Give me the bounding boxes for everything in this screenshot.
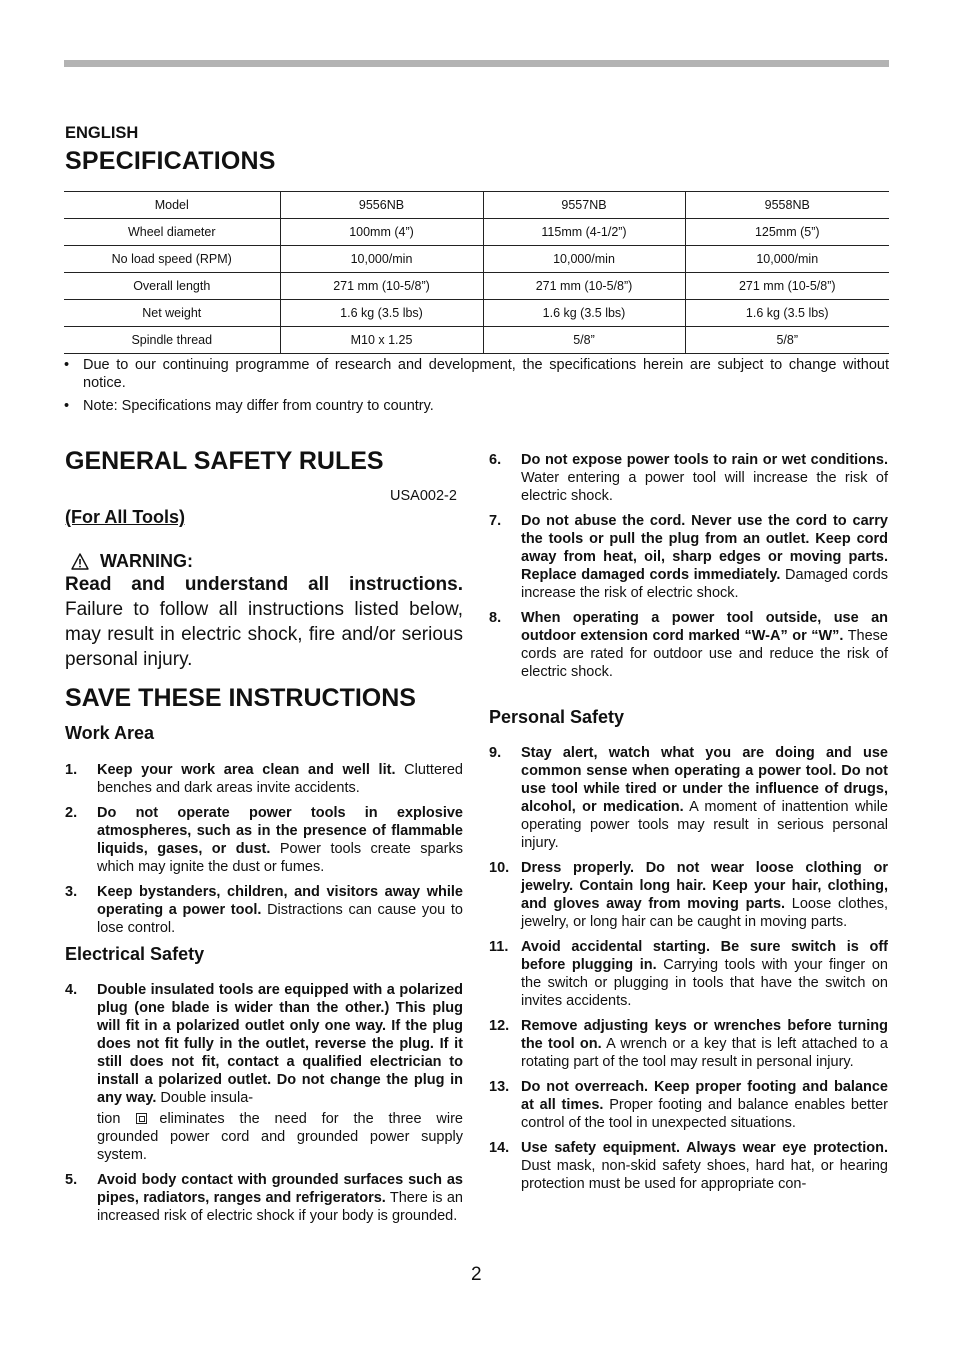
table-cell: 9556NB <box>280 192 483 219</box>
specifications-title: SPECIFICATIONS <box>65 147 276 175</box>
list-item: 14. Use safety equipment. Always wear eye protection. Dust mask, non-skid safety shoes, hard hat, or hearing protection must be used for appropriate con- <box>489 1140 888 1192</box>
warning-heading <box>65 551 193 572</box>
table-cell: 271 mm (10-5/8”) <box>483 273 685 300</box>
table-row <box>64 273 889 300</box>
personal-safety-list <box>489 744 888 1200</box>
list-item: 11. Avoid accidental starting. Be sure switch is off before plugging in. Carrying tools with your finger on the switch or plugging in tools that have the switch on invites accidents. <box>489 939 888 1009</box>
double-insulation-icon <box>136 1113 147 1124</box>
work-area-list <box>65 761 463 944</box>
table-cell: Spindle thread <box>64 327 280 354</box>
table-cell: 1.6 kg (3.5 lbs) <box>685 300 889 327</box>
table-cell: 10,000/min <box>280 246 483 273</box>
table-cell: 10,000/min <box>685 246 889 273</box>
list-item: 3. Keep bystanders, children, and visitors away while operating a power tool. Distractions can cause you to lose control. <box>65 884 463 936</box>
table-row <box>64 219 889 246</box>
electrical-list-right <box>489 451 888 688</box>
table-cell: 1.6 kg (3.5 lbs) <box>483 300 685 327</box>
list-item-continuation: tion eliminates the need for the three wire grounded power cord and grounded power supply system. <box>97 1111 463 1163</box>
read-instructions-text <box>65 572 463 672</box>
doc-code: USA002-2 <box>390 488 457 504</box>
save-instructions-title: SAVE THESE INSTRUCTIONS <box>65 684 416 712</box>
table-cell: 5/8” <box>483 327 685 354</box>
list-item: 8. When operating a power tool outside, use an outdoor extension cord marked “W-A” or “W”. These cords are rated for outdoor use and reduce the risk of electric shock. <box>489 610 888 680</box>
table-cell: 9558NB <box>685 192 889 219</box>
electrical-list-left <box>65 981 463 1232</box>
table-cell: Model <box>64 192 280 219</box>
read-instructions-bold: Read and understand all instructions. <box>65 574 463 595</box>
table-cell: 5/8” <box>685 327 889 354</box>
table-cell: 271 mm (10-5/8”) <box>685 273 889 300</box>
table-row <box>64 246 889 273</box>
list-item: 1. Keep your work area clean and well lit. Cluttered benches and dark areas invite accidents. <box>65 762 463 796</box>
table-cell: No load speed (RPM) <box>64 246 280 273</box>
table-cell: 10,000/min <box>483 246 685 273</box>
list-item: 10. Dress properly. Do not wear loose clothing or jewelry. Contain long hair. Keep your hair, clothing, and gloves away from moving parts. Loose clothes, jewelry, or long hair can be caught in moving parts. <box>489 860 889 930</box>
warning-triangle-icon <box>71 553 89 570</box>
list-item: 4. Double insulated tools are equipped with a polarized plug (one blade is wider than the other.) This plug will fit in a polarized outlet only one way. If the plug does not fit fully in the outlet, reverse the plug. If it still does not fit, contact a qualified electrician to install a polarized outlet. Do not change the plug in any way. Double insula- <box>65 982 463 1106</box>
table-cell: Overall length <box>64 273 280 300</box>
spec-notes <box>64 356 889 420</box>
list-item: 6. Do not expose power tools to rain or wet conditions. Water entering a power tool will increase the risk of electric shock. <box>489 452 888 504</box>
table-cell: Net weight <box>64 300 280 327</box>
list-item: 9. Stay alert, watch what you are doing and use common sense when operating a power tool. Do not use tool while tired or under the influence of drugs, alcohol, or medication. A moment of inattention while operating power tools may result in serious personal injury. <box>489 745 888 851</box>
table-cell: Wheel diameter <box>64 219 280 246</box>
page-number: 2 <box>471 1264 482 1285</box>
specifications-table <box>64 191 889 354</box>
list-item: 5. Avoid body contact with grounded surfaces such as pipes, radiators, ranges and refrigerators. There is an increased risk of electric shock if your body is grounded. <box>65 1172 463 1224</box>
read-instructions-body: Failure to follow all instructions listed below, may result in electric shock, fire and/or serious personal injury. <box>65 599 463 670</box>
table-row <box>64 300 889 327</box>
for-all-tools-subtitle: (For All Tools) <box>65 507 185 527</box>
list-item: 2. Do not operate power tools in explosive atmospheres, such as in the presence of flammable liquids, gases, or dust. Power tools create sparks which may ignite the dust or fumes. <box>65 805 463 875</box>
table-cell: 1.6 kg (3.5 lbs) <box>280 300 483 327</box>
table-cell: M10 x 1.25 <box>280 327 483 354</box>
personal-safety-title: Personal Safety <box>489 707 625 727</box>
list-item: 12. Remove adjusting keys or wrenches before turning the tool on. A wrench or a key that is left attached to a rotating part of the tool may result in personal injury. <box>489 1018 888 1070</box>
bullet-icon: • <box>64 398 70 414</box>
work-area-title: Work Area <box>65 723 155 743</box>
table-cell: 125mm (5”) <box>685 219 889 246</box>
table-cell: 9557NB <box>483 192 685 219</box>
language-label: ENGLISH <box>65 124 139 142</box>
table-cell: 115mm (4-1/2”) <box>483 219 685 246</box>
table-row <box>64 192 889 219</box>
electrical-safety-title: Electrical Safety <box>65 944 205 964</box>
list-item: 13. Do not overreach. Keep proper footing and balance at all times. Proper footing and balance enables better control of the tool in unexpected situations. <box>489 1079 888 1131</box>
table-row <box>64 327 889 354</box>
note-item: • Note: Specifications may differ from country to country. <box>64 398 434 414</box>
bullet-icon: • <box>64 357 70 373</box>
general-safety-title: GENERAL SAFETY RULES <box>65 447 384 475</box>
list-item: 7. Do not abuse the cord. Never use the cord to carry the tools or pull the plug from an outlet. Keep cord away from heat, oil, sharp edges or moving parts. Replace damaged cords immediately. Damaged cords increase the risk of electric shock. <box>489 513 889 601</box>
top-rule <box>64 60 889 67</box>
warning-label: WARNING: <box>100 551 193 571</box>
note-item: • Due to our continuing programme of research and development, the specifications herein are subject to change without notice. <box>64 357 889 391</box>
table-cell: 100mm (4”) <box>280 219 483 246</box>
table-cell: 271 mm (10-5/8”) <box>280 273 483 300</box>
